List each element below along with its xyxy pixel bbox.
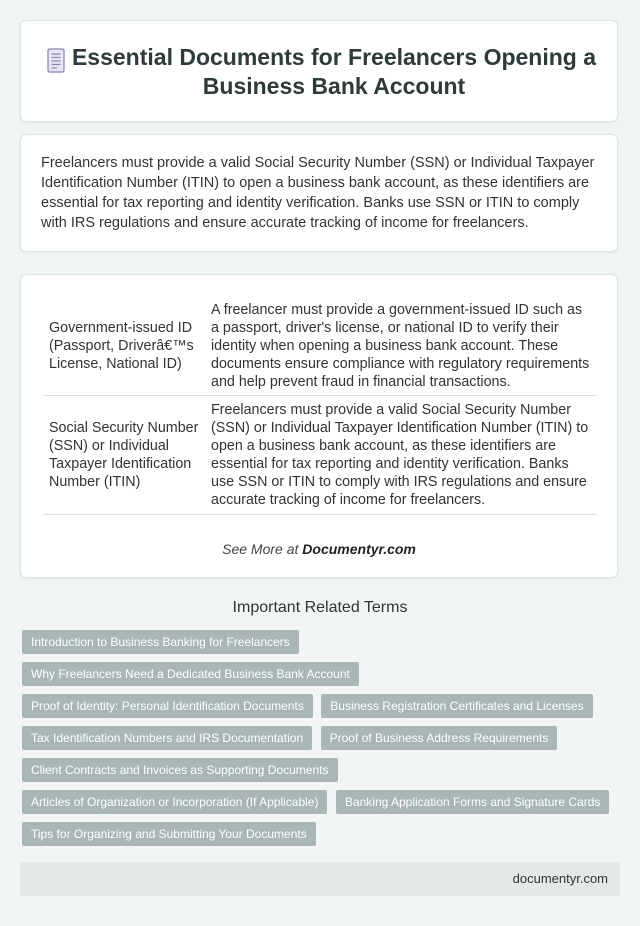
footer-site-link[interactable]: documentyr.com bbox=[512, 871, 608, 886]
related-term-tag[interactable]: Tax Identification Numbers and IRS Documentation bbox=[22, 726, 312, 750]
intro-card bbox=[20, 134, 618, 252]
related-term-tag[interactable]: Tips for Organizing and Submitting Your Documents bbox=[22, 822, 316, 846]
footer bbox=[20, 862, 620, 896]
intro-text: Freelancers must provide a valid Social Security Number (SSN) or Individual Taxpayer Identification Number (ITIN) to open a business bank account, as these identifiers are essential for tax reporting and identity verification. Banks use SSN or ITIN to comply with IRS regulations and ensure accurate tracking of income for freelancers. bbox=[41, 155, 595, 231]
documents-table bbox=[43, 297, 597, 515]
table-description: A freelancer must provide a government-issued ID such as a passport, driver's license, or national ID to verify their identity when opening a business bank account. These documents ensure compliance with regulatory requirements and help prevent fraud in financial transactions. bbox=[205, 297, 597, 396]
related-term-tag[interactable]: Introduction to Business Banking for Freelancers bbox=[22, 630, 299, 654]
table-description: Freelancers must provide a valid Social Security Number (SSN) or Individual Taxpayer Identification Number (ITIN) to open a business bank account, as these identifiers are essential for tax reporting and identity verification. Banks use SSN or ITIN to comply with IRS regulations and ensure accurate tracking of income for freelancers. bbox=[205, 396, 597, 515]
see-more-prefix: See More at bbox=[222, 541, 299, 557]
related-terms-list bbox=[22, 630, 622, 854]
table-term: Social Security Number (SSN) or Individual Taxpayer Identification Number (ITIN) bbox=[43, 396, 205, 515]
related-term-tag[interactable]: Why Freelancers Need a Dedicated Business Bank Account bbox=[22, 662, 359, 686]
documents-table-card bbox=[20, 274, 618, 578]
table-row bbox=[43, 396, 597, 515]
related-term-tag[interactable]: Articles of Organization or Incorporation (If Applicable) bbox=[22, 790, 327, 814]
see-more-link[interactable] bbox=[21, 541, 617, 557]
page-title: Essential Documents for Freelancers Opening a Business Bank Account bbox=[71, 44, 597, 99]
related-term-tag[interactable]: Proof of Identity: Personal Identification Documents bbox=[22, 694, 313, 718]
related-term-tag[interactable]: Client Contracts and Invoices as Supporting Documents bbox=[22, 758, 338, 782]
see-more-site[interactable]: Documentyr.com bbox=[302, 541, 416, 557]
related-term-tag[interactable]: Business Registration Certificates and Licenses bbox=[321, 694, 592, 718]
header-card bbox=[20, 20, 618, 122]
related-term-tag[interactable]: Proof of Business Address Requirements bbox=[321, 726, 558, 750]
related-term-tag[interactable]: Banking Application Forms and Signature Cards bbox=[336, 790, 609, 814]
table-row bbox=[43, 297, 597, 396]
related-terms-title: Important Related Terms bbox=[232, 599, 408, 616]
table-term: Government-issued ID (Passport, Driverâ€™s License, National ID) bbox=[43, 297, 205, 396]
